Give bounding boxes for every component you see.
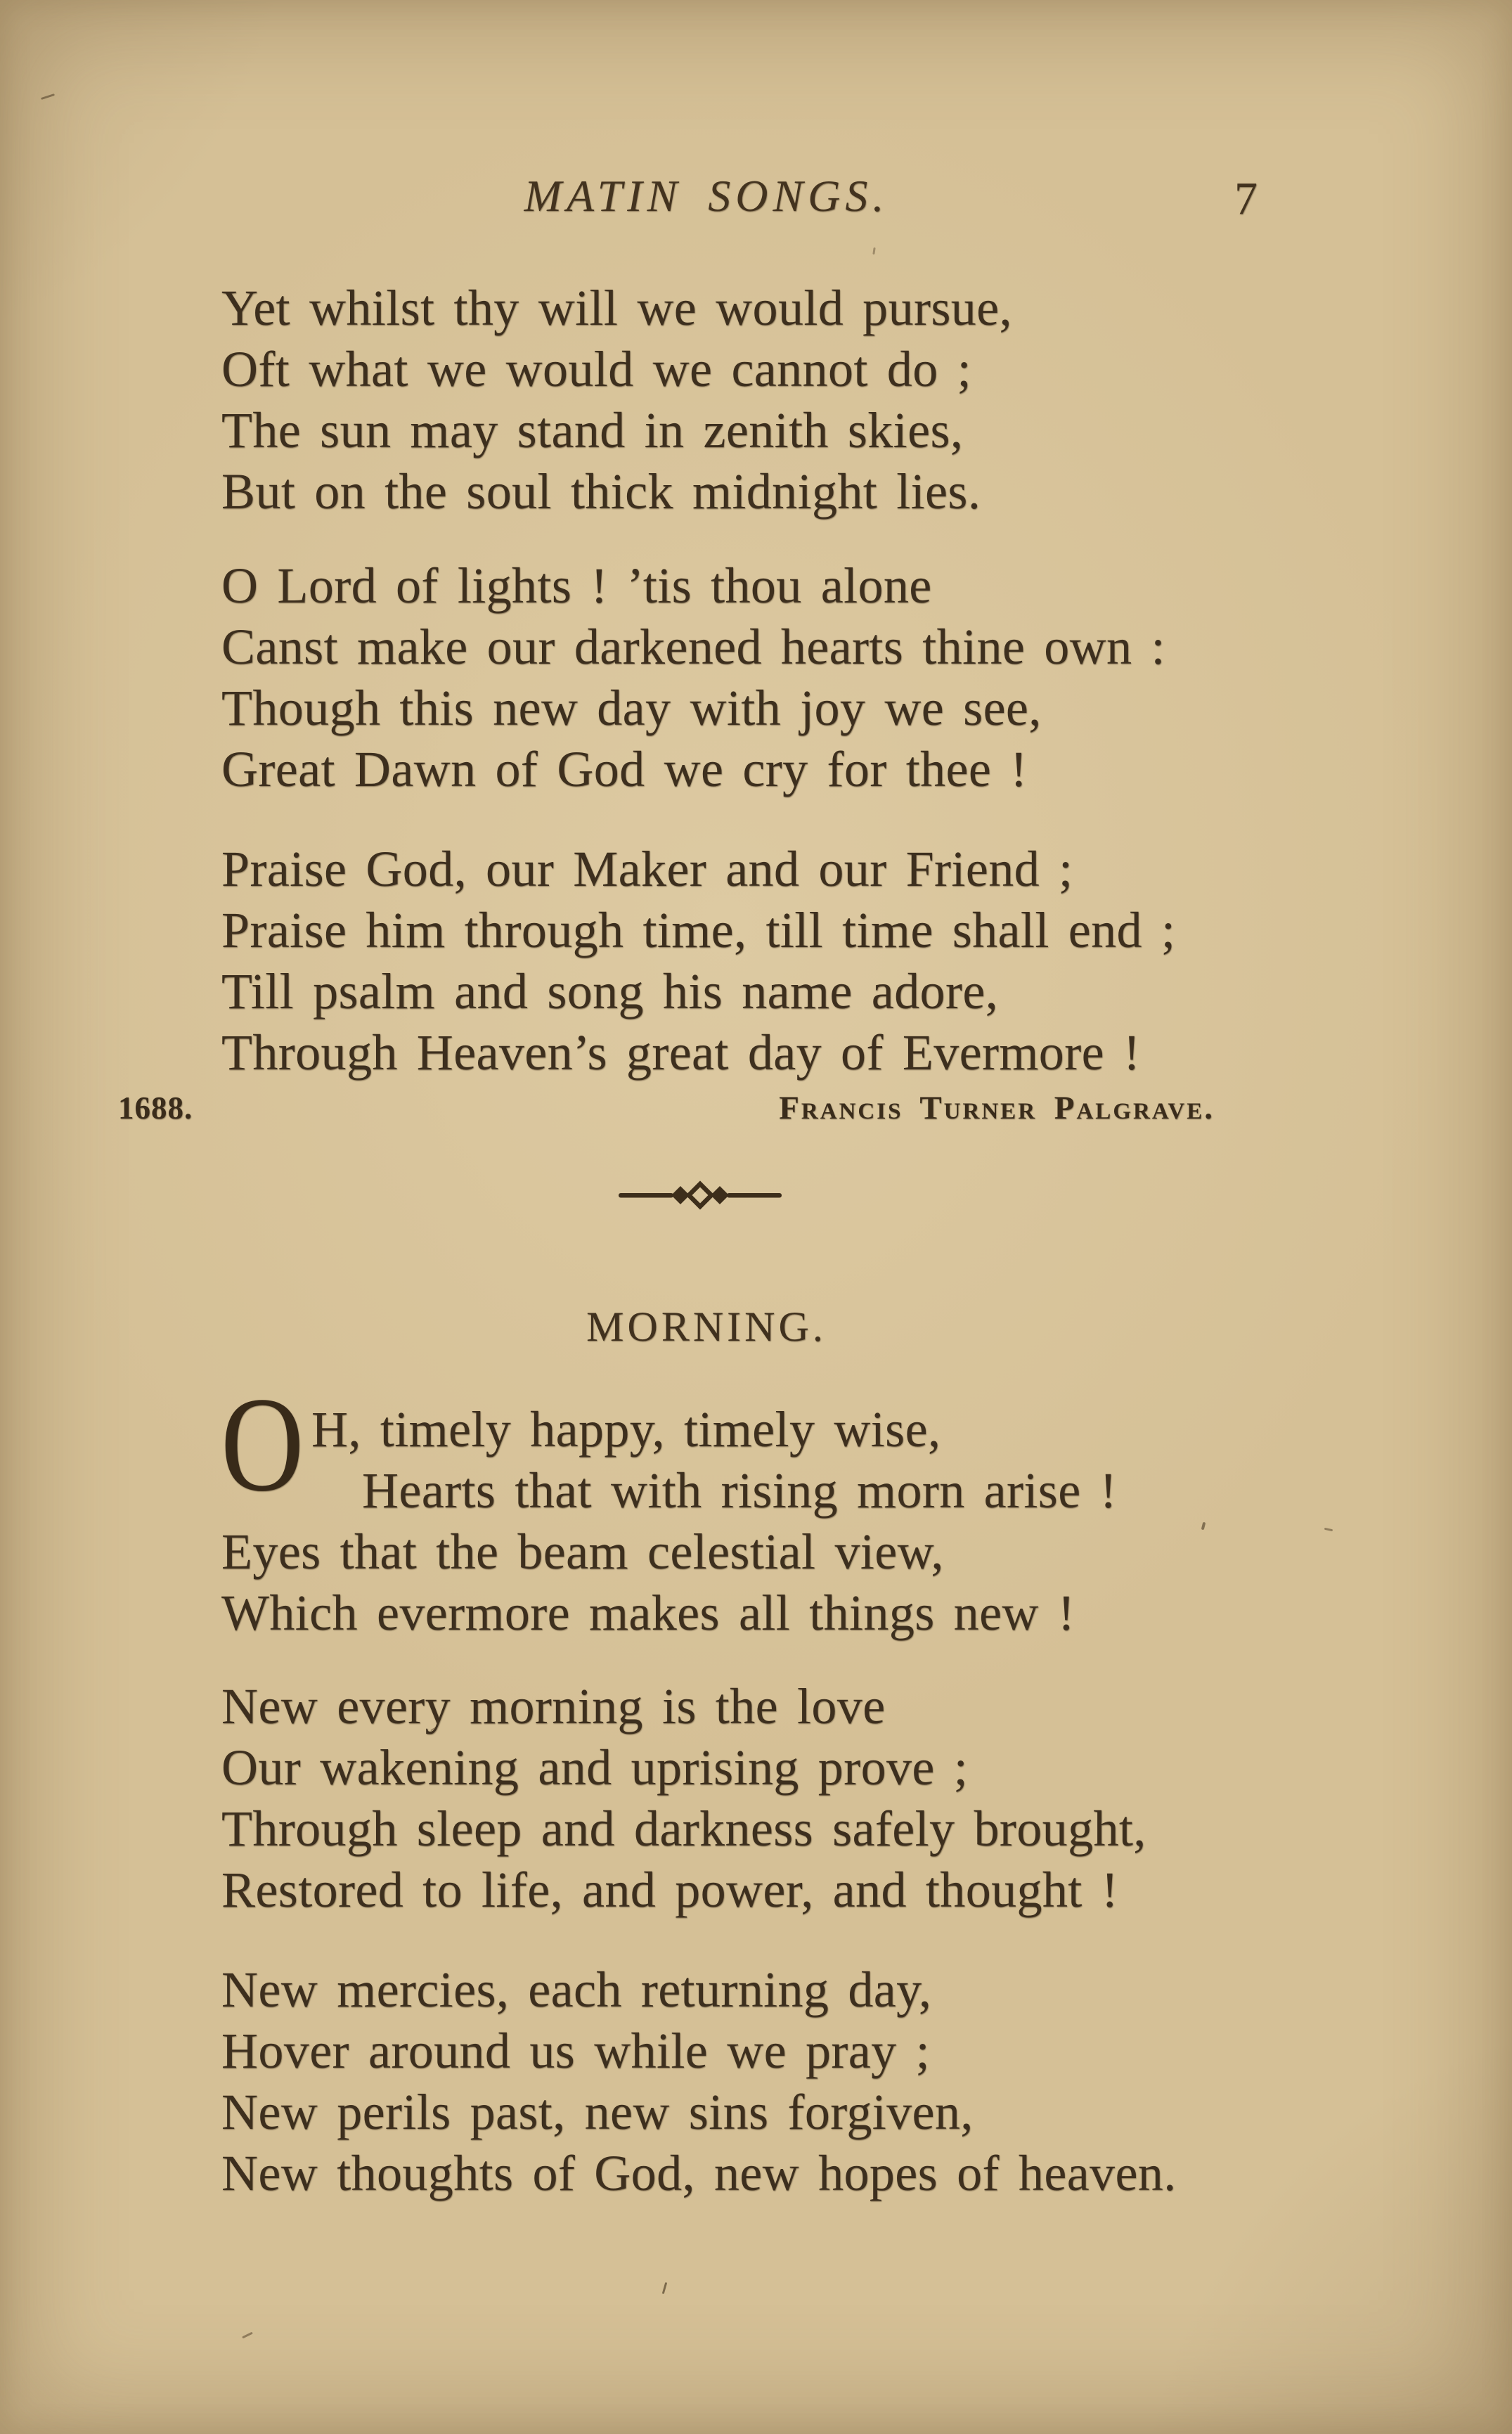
verse-line: Canst make our darkened hearts thine own : xyxy=(221,619,1165,675)
poem2-title: MORNING. xyxy=(586,1303,827,1350)
poem1-credit-row xyxy=(118,1089,1215,1127)
verse-line: Praise him through time, till time shall end ; xyxy=(221,902,1176,958)
poem1-attribution: Francis Turner Palgrave. xyxy=(779,1090,1215,1126)
verse-line: Though this new day with joy we see, xyxy=(221,680,1042,736)
verse-line: New every morning is the love xyxy=(221,1678,886,1734)
verse-line: Praise God, our Maker and our Friend ; xyxy=(221,841,1073,897)
poem2-stanza-3 xyxy=(221,1959,1346,2204)
verse-line: Through sleep and darkness safely brought, xyxy=(221,1801,1146,1857)
poem2-stanza-1 xyxy=(221,1399,1346,1644)
verse-line: Till psalm and song his name adore, xyxy=(221,963,999,1019)
verse-line: But on the soul thick midnight lies. xyxy=(221,463,981,520)
poem1-date: 1688. xyxy=(118,1090,193,1126)
paper-fiber-artifact xyxy=(242,2332,253,2339)
verse-line: Hearts that with rising morn arise ! xyxy=(362,1462,1117,1519)
paper-fiber-artifact xyxy=(41,94,55,100)
verse-line: H, timely happy, timely wise, xyxy=(311,1401,941,1457)
verse-line: Our wakening and uprising prove ; xyxy=(221,1739,969,1796)
verse-line: Which evermore makes all things new ! xyxy=(221,1585,1075,1641)
drop-cap-letter: O xyxy=(221,1369,304,1519)
poem1-stanza-1 xyxy=(221,278,1346,522)
verse-line: O Lord of lights ! ’tis thou alone xyxy=(221,558,932,614)
verse-line: Hover around us while we pray ; xyxy=(221,2023,930,2079)
verse-line: Restored to life, and power, and thought ! xyxy=(221,1862,1119,1918)
verse-line: New mercies, each returning day, xyxy=(221,1962,932,2018)
running-header-title: MATIN SONGS. xyxy=(524,171,889,221)
verse-line: New perils past, new sins forgiven, xyxy=(221,2084,974,2140)
verse-line: The sun may stand in zenith skies, xyxy=(221,402,964,458)
verse-line: Through Heaven’s great day of Evermore ! xyxy=(221,1024,1141,1081)
paper-fiber-artifact xyxy=(872,247,875,255)
verse-line: Oft what we would we cannot do ; xyxy=(221,341,972,397)
section-divider-ornament xyxy=(619,1180,782,1210)
verse-line: Eyes that the beam celestial view, xyxy=(221,1524,944,1580)
poem1-stanza-2 xyxy=(221,555,1346,800)
verse-line: Great Dawn of God we cry for thee ! xyxy=(221,741,1028,797)
paper-fiber-artifact xyxy=(662,2282,668,2294)
verse-line: New thoughts of God, new hopes of heaven. xyxy=(221,2145,1177,2201)
page-number: 7 xyxy=(1234,173,1258,224)
poem1-stanza-3 xyxy=(221,839,1346,1083)
poem2-stanza-2 xyxy=(221,1676,1346,1921)
verse-line: Yet whilst thy will we would pursue, xyxy=(221,280,1012,336)
